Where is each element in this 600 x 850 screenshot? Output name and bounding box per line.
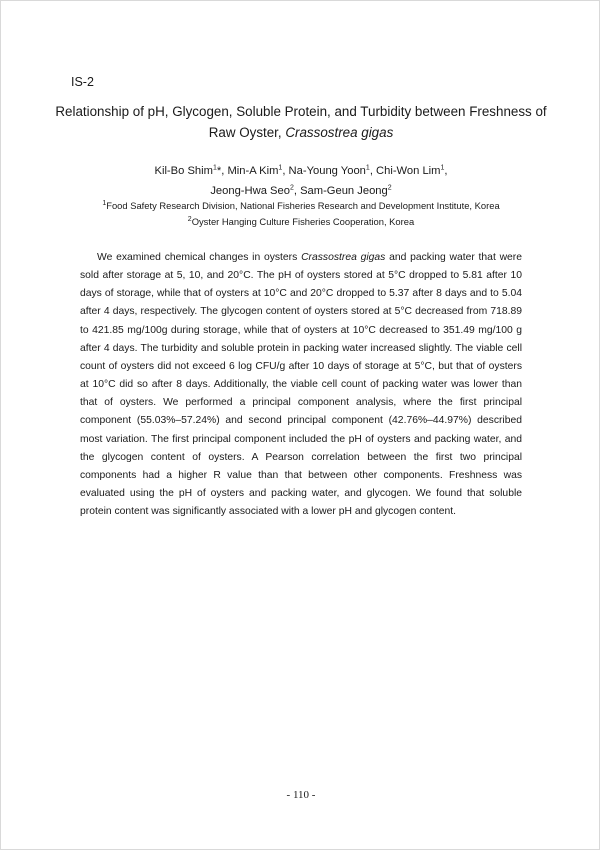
author-1 xyxy=(155,165,228,177)
abstract-text-rest: and packing water that were sold after storage at 5, 10, and 20°C. The pH of oysters stored at 5°C dropped to 5.81 after 10 days of storage, while that of oysters at 10°C and 20°C dropped to 5.37 after 8 days and to 5.04 after 4 days, respectively. The glycogen content of oysters stored at 5°C decreased from 718.89 to 421.85 mg/100g during storage, while that of oysters at 10°C decreased to 351.49 mg/100 g after 4 days. The turbidity and soluble protein in packing water increased slightly. The viable cell count of oysters did not exceed 6 log CFU/g after 10 days of storage at 5°C, but that of oysters at 10°C did so after 8 days. Additionally, the viable cell count of packing water was lower than that of oysters. We performed a principal component analysis, where the first principal component (55.03%–57.24%) and second principal component (42.76%–44.97%) described most variation. The first principal component included the pH of oysters and packing water, and the glycogen content of oysters. A Pearson correlation between the first two principal components had a higher R value than that between other components. Freshness was evaluated using the pH of oysters and packing water, and glycogen. We found that soluble protein content was significantly associated with a lower pH and glycogen content. xyxy=(80,252,522,518)
author-name: Chi-Won Lim xyxy=(376,165,441,177)
title-line-1: Relationship of pH, Glycogen, Soluble Protein, and Turbidity between Freshness of xyxy=(55,104,547,119)
author-separator: , xyxy=(369,165,377,177)
author-name: Na-Young Yoon xyxy=(288,165,366,177)
author-affil-sup: 2 xyxy=(289,184,294,192)
author-name: Min-A Kim xyxy=(227,165,279,177)
affiliation-2 xyxy=(41,214,561,230)
affiliation-list xyxy=(41,198,561,229)
author-affil-sup: 1 xyxy=(278,164,283,172)
paper-title xyxy=(41,101,561,143)
author-name: Kil-Bo Shim xyxy=(154,165,213,177)
abstract-species: Crassostrea gigas xyxy=(301,252,386,263)
author-2 xyxy=(227,165,288,177)
page-number: - 110 - xyxy=(286,789,316,801)
title-line-2-prefix: Raw Oyster, xyxy=(208,125,286,140)
abstract-code: IS-2 xyxy=(71,75,94,89)
abstract-text-start: We examined chemical changes in oysters xyxy=(97,252,302,263)
author-affil-sup: 1 xyxy=(212,164,217,172)
author-name: Jeong-Hwa Seo xyxy=(210,185,290,197)
author-affil-sup: 1 xyxy=(440,164,445,172)
affiliation-sup: 2 xyxy=(187,215,192,223)
affiliation-text: Food Safety Research Division, National Fisheries Research and Development Institute, Korea xyxy=(106,200,500,211)
corresponding-mark: * xyxy=(216,165,222,177)
affiliation-1 xyxy=(41,198,561,214)
author-4 xyxy=(376,165,447,177)
author-affil-sup: 2 xyxy=(387,184,392,192)
author-affil-sup: 1 xyxy=(365,164,370,172)
affiliation-sup: 1 xyxy=(102,199,107,207)
author-separator: , xyxy=(282,165,289,177)
author-5 xyxy=(210,185,300,197)
author-list xyxy=(41,161,561,201)
abstract-body xyxy=(80,249,522,521)
affiliation-text: Oyster Hanging Culture Fisheries Cooperation, Korea xyxy=(191,215,415,227)
author-separator: , xyxy=(293,185,301,197)
author-6 xyxy=(300,185,392,197)
author-3 xyxy=(289,165,376,177)
author-separator: , xyxy=(444,165,448,177)
title-species: Crassostrea gigas xyxy=(285,125,394,140)
author-name: Sam-Geun Jeong xyxy=(300,185,388,197)
author-separator: , xyxy=(221,165,228,177)
